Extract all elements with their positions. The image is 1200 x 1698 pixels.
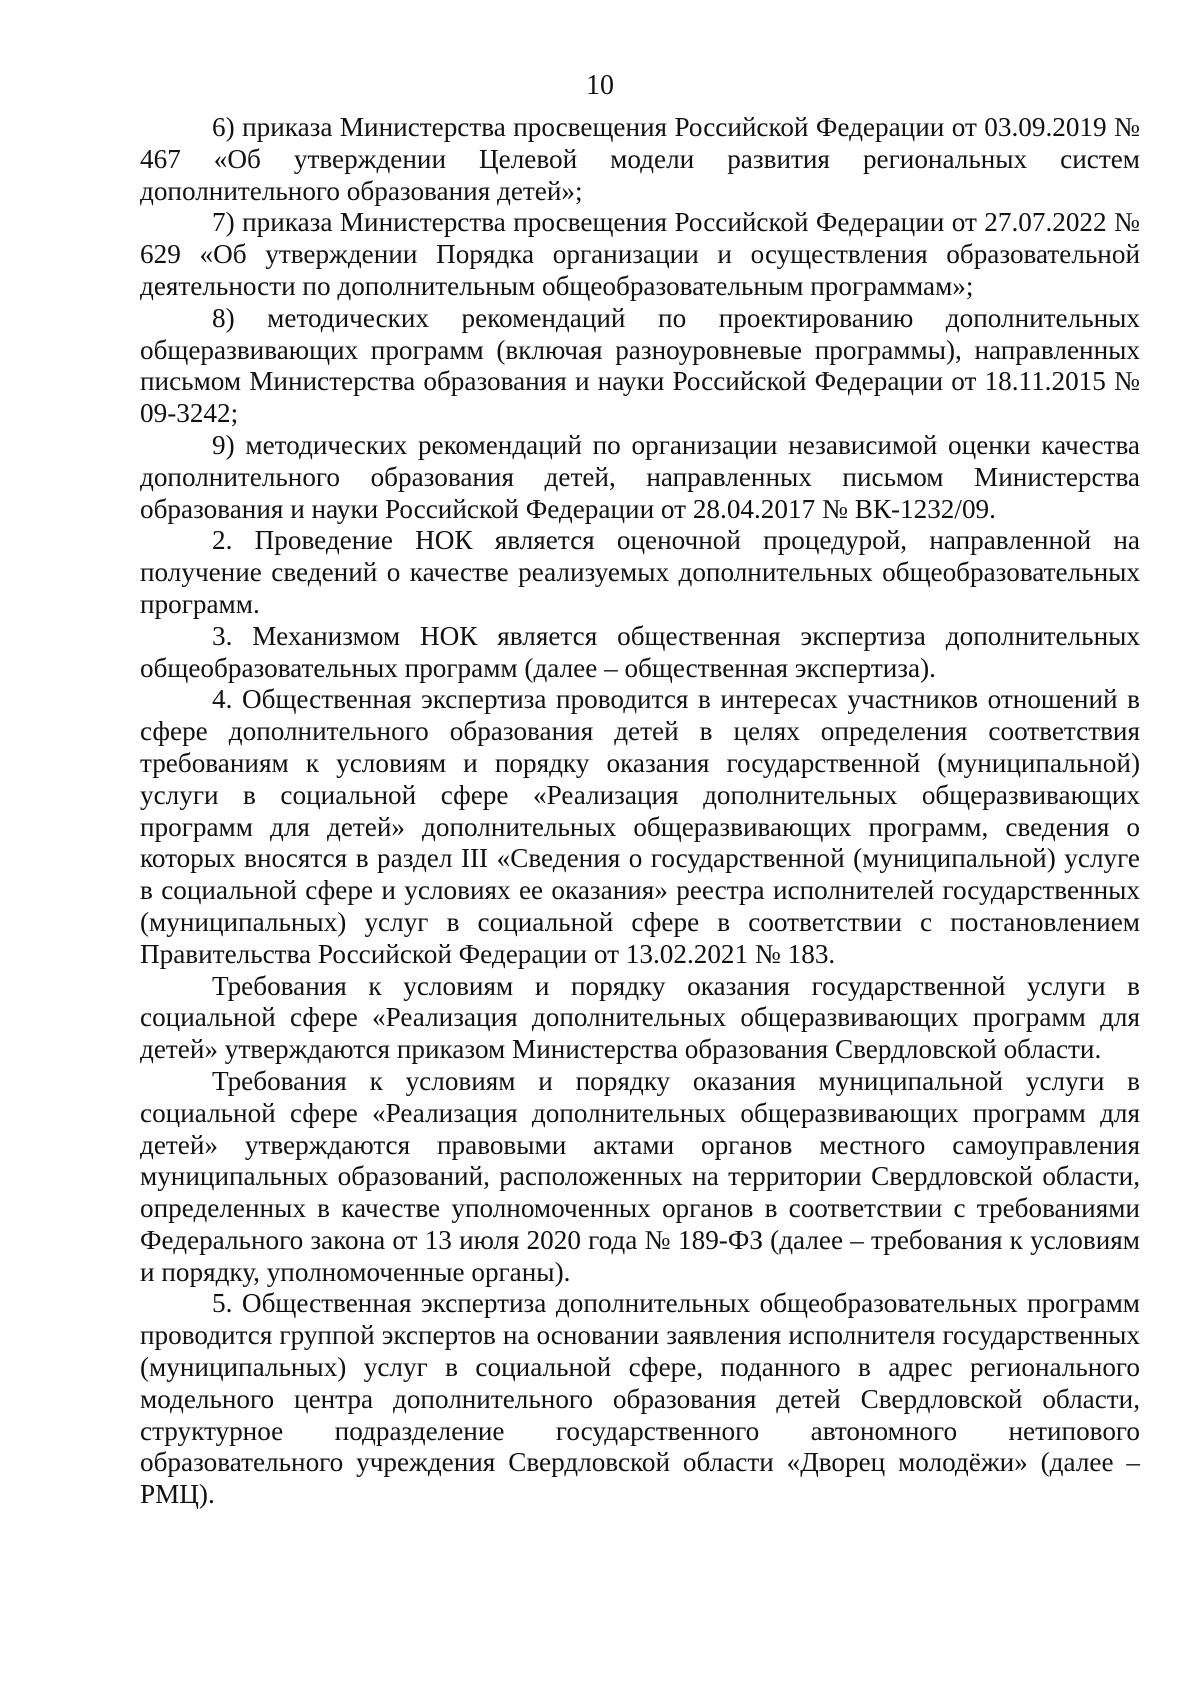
paragraph-state-service-requirements: Требования к условиям и порядку оказания государственной услуги в социальной сфере «Реализация дополнительных общеразвивающих программ для детей» утверждаются приказом Министерства образования Свердловской области.	[140, 970, 1140, 1065]
paragraph-item-6: 6) приказа Министерства просвещения Российской Федерации от 03.09.2019 № 467 «Об утверждении Целевой модели развития региональных систем дополнительного образования детей»;	[140, 112, 1140, 206]
paragraph-item-8: 8) методических рекомендаций по проектированию дополнительных общеразвивающих программ (включая разноуровневые программы), направленных письмом Министерства образования и науки Российской Федерации от 18.11.2015 № 09-3242;	[140, 302, 1140, 429]
paragraph-item-9: 9) методических рекомендаций по организации независимой оценки качества дополнительного образования детей, направленных письмом Министерства образования и науки Российской Федерации от 28.04.2017 № ВК-1232/09.	[140, 429, 1140, 524]
paragraph-section-3: 3. Механизмом НОК является общественная экспертиза дополнительных общеобразовательных программ (далее – общественная экспертиза).	[140, 620, 1140, 683]
paragraph-municipal-service-requirements: Требования к условиям и порядку оказания муниципальной услуги в социальной сфере «Реализация дополнительных общеразвивающих программ для детей» утверждаются правовыми актами органов местного самоуправления муниципальных образований, расположенных на территории Свердловской области, определенных в качестве уполномоченных органов в соответствии с требованиями Федерального закона от 13 июля 2020 года № 189-ФЗ (далее – требования к условиям и порядку, уполномоченные органы).	[140, 1065, 1140, 1287]
paragraph-section-2: 2. Проведение НОК является оценочной процедурой, направленной на получение сведений о качестве реализуемых дополнительных общеобразовательных программ.	[140, 525, 1140, 619]
document-body	[140, 112, 1140, 1511]
paragraph-section-4: 4. Общественная экспертиза проводится в интересах участников отношений в сфере дополнительного образования детей в целях определения соответствия требованиям к условиям и порядку оказания государственной (муниципальной) услуги в социальной сфере «Реализация дополнительных общеразвивающих программ для детей» дополнительных общеразвивающих программ, сведения о которых вносятся в раздел III «Сведения о государственной (муниципальной) услуге в социальной сфере и условиях ее оказания» реестра исполнителей государственных (муниципальных) услуг в социальной сфере в соответствии с постановлением Правительства Российской Федерации от 13.02.2021 № 183.	[140, 684, 1140, 969]
page-number: 10	[586, 70, 614, 101]
paragraph-section-5: 5. Общественная экспертиза дополнительных общеобразовательных программ проводится группой экспертов на основании заявления исполнителя государственных (муниципальных) услуг в социальной сфере, поданного в адрес регионального модельного центра дополнительного образования детей Свердловской области, структурное подразделение государственного автономного нетипового образовательного учреждения Свердловской области «Дворец молодёжи» (далее – РМЦ).	[140, 1288, 1140, 1510]
paragraph-item-7: 7) приказа Министерства просвещения Российской Федерации от 27.07.2022 № 629 «Об утверждении Порядка организации и осуществления образовательной деятельности по дополнительным общеобразовательным программам»;	[140, 207, 1140, 301]
